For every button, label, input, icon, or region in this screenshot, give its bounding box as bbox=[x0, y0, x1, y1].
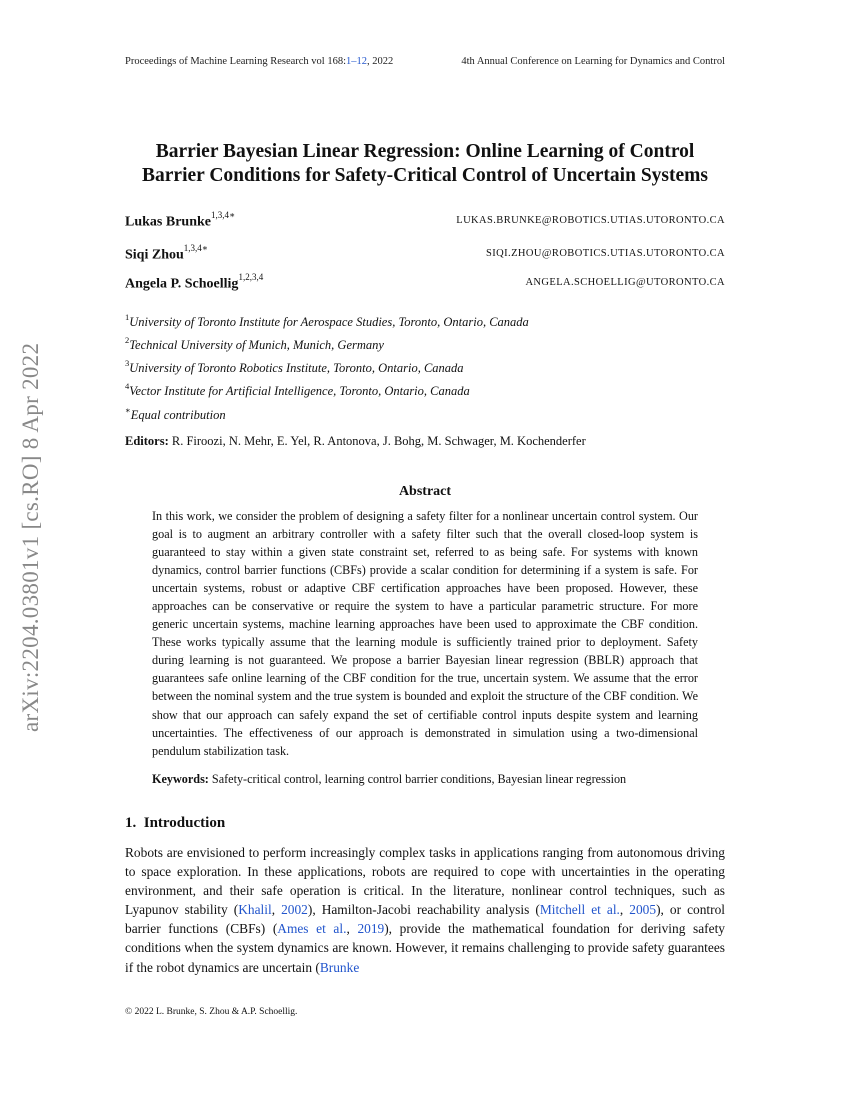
author-row bbox=[125, 212, 725, 232]
citation-year-link[interactable]: 2019 bbox=[357, 921, 385, 937]
intro-paragraph: Robots are envisioned to perform increasingly complex tasks in applications ranging from autonomous driving to space exploration. In these applications, robots are required to cope with uncertainties in the operating environment, and their safe operation is critical. In the literature, nonlinear control techniques, such as Lyapunov stability (Khalil, 2002), Hamilton-Jacobi reachability analysis (Mitchell et al., 2005), or control barrier functions (CBFs) (Ames et al., 2019), provide the mathematical foundation for deriving safety conditions when the system dynamics are known. However, it remains challenging to provide safety guarantees if the robot dynamics are uncertain (Brunke bbox=[125, 845, 725, 975]
abstract-heading: Abstract bbox=[398, 484, 452, 499]
section-heading bbox=[125, 815, 225, 832]
header-pages-link[interactable]: 1–12 bbox=[346, 56, 368, 67]
abstract-body: In this work, we consider the problem of designing a safety filter for a nonlinear uncertain control system. Our goal is to augment an arbitrary controller with a safety filter such that the overall closed-loop system is guaranteed to stay within a given state constraint set, referred to as being safe. For systems with known dynamics, control barrier functions (CBFs) provide a scalar condition for determining if a system is safe. For uncertain systems, robust or adaptive CBF certification approaches have been proposed. However, these approaches can be conservative or require the system to have a particular parametric structure. For more generic uncertain systems, machine learning approaches have been used to approximate the CBF condition. These works typically assume that the learning module is sufficiently trained prior to deployment. Safety during learning is not guaranteed. We propose a barrier Bayesian linear regression (BBLR) approach that guarantees safe online learning of the CBF condition for the true, uncertain system. We assume that the error between the nominal system and the true system is bounded and exploit the structure of the CBF condition. We show that our approach can safely expand the set of certifiable control inputs despite system and learning uncertainties. The effectiveness of our approach is demonstrated in simulation using a two-dimensional pendulum stabilization task. bbox=[152, 509, 698, 758]
copyright-notice: © 2022 L. Brunke, S. Zhou & A.P. Schoellig. bbox=[125, 1007, 298, 1017]
author-name: Siqi Zhou$^{1,3,4∗}$ bbox=[125, 243, 208, 263]
header-proceedings: Proceedings of Machine Learning Research vol 168: bbox=[125, 56, 347, 67]
section-title: Introduction bbox=[143, 815, 226, 831]
header-year: , 2022 bbox=[367, 56, 394, 67]
affiliation-item: $^2$Technical University of Munich, Munich, Germany bbox=[125, 335, 384, 353]
affiliation-item: $^3$University of Toronto Robotics Institute, Toronto, Ontario, Canada bbox=[125, 358, 464, 376]
keywords-text: Safety-critical control, learning control barrier conditions, Bayesian linear regression bbox=[211, 772, 627, 786]
citation-year-link[interactable]: 2002 bbox=[281, 902, 308, 918]
author-row bbox=[125, 245, 725, 265]
citation-link[interactable]: Ames et al. bbox=[277, 921, 347, 937]
author-email: ANGELA.SCHOELLIG@UTORONTO.CA bbox=[525, 277, 725, 288]
keywords-line bbox=[152, 772, 626, 787]
arxiv-sidebar-stamp: arXiv:2204.03801v1 [cs.RO] 8 Apr 2022 bbox=[18, 342, 43, 732]
citation-link[interactable]: Mitchell et al. bbox=[539, 902, 620, 918]
affiliations-list bbox=[125, 309, 529, 425]
author-email: LUKAS.BRUNKE@ROBOTICS.UTIAS.UTORONTO.CA bbox=[456, 215, 725, 226]
running-header-left bbox=[125, 56, 393, 67]
affiliation-item: ∗Equal contribution bbox=[125, 404, 226, 422]
citation-link[interactable]: Khalil bbox=[238, 902, 272, 918]
citation-year-link[interactable]: 2005 bbox=[629, 902, 657, 918]
keywords-label: Keywords: bbox=[152, 772, 209, 786]
section-number: 1. bbox=[125, 815, 137, 831]
editors-line bbox=[125, 434, 586, 449]
author-name: Lukas Brunke$^{1,3,4∗}$ bbox=[125, 210, 236, 230]
affiliation-item: $^4$Vector Institute for Artificial Intelligence, Toronto, Ontario, Canada bbox=[125, 381, 470, 399]
running-header-right: 4th Annual Conference on Learning for Dynamics and Control bbox=[461, 56, 725, 67]
citation-link[interactable]: Brunke bbox=[319, 959, 360, 975]
author-email: SIQI.ZHOU@ROBOTICS.UTIAS.UTORONTO.CA bbox=[486, 248, 725, 259]
editors-names: R. Firoozi, N. Mehr, E. Yel, R. Antonova, J. Bohg, M. Schwager, M. Kochenderfer bbox=[171, 434, 586, 448]
paper-title: Barrier Bayesian Linear Regression: Online Learning of Control Barrier Conditions for Safety-Critical Control of Uncertain Systems bbox=[142, 141, 708, 186]
affiliation-item: $^1$University of Toronto Institute for Aerospace Studies, Toronto, Ontario, Canada bbox=[125, 312, 529, 330]
editors-label: Editors: bbox=[125, 434, 169, 448]
author-name: Angela P. Schoellig$^{1,2,3,4}$ bbox=[125, 272, 264, 292]
author-row bbox=[125, 274, 725, 294]
